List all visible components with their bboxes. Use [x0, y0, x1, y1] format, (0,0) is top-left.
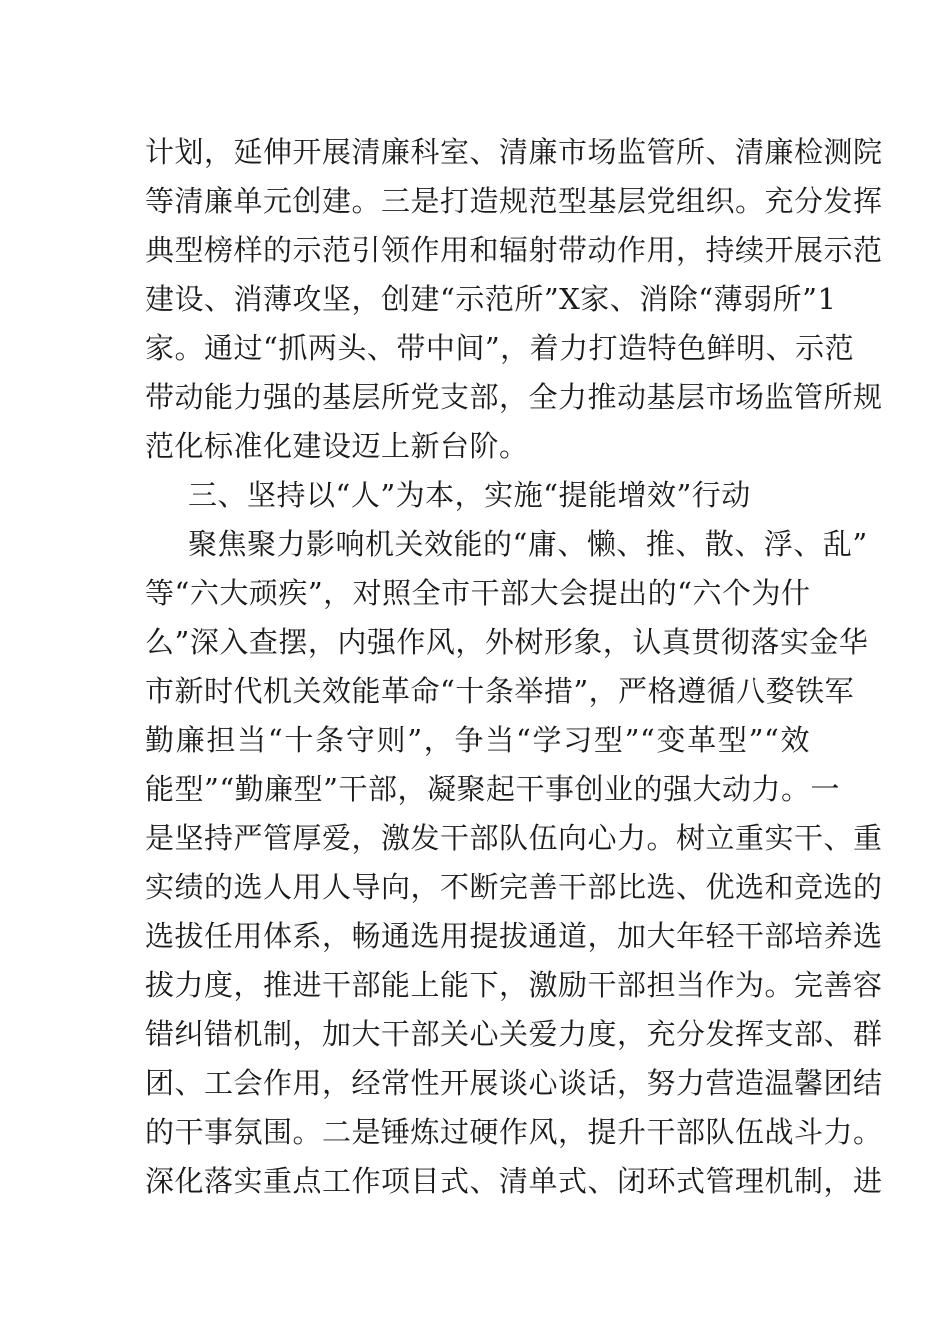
paragraph-line: 建设、消薄攻坚，创建“示范所”X家、消除“薄弱所”1 — [145, 282, 837, 316]
paragraph-line: 等“六大顽疾”，对照全市干部大会提出的“六个为什 — [145, 576, 811, 610]
paragraph-line: 实绩的选人用人导向，不断完善干部比选、优选和竞选的 — [145, 870, 883, 904]
paragraph-line: 等清廉单元创建。三是打造规范型基层党组织。充分发挥 — [145, 184, 883, 218]
paragraph-line: 带动能力强的基层所党支部，全力推动基层市场监管所规 — [145, 380, 883, 414]
paragraph-line: 拔力度，推进干部能上能下，激励干部担当作为。完善容 — [145, 968, 883, 1002]
paragraph-line: 的干事氛围。二是锤炼过硬作风，提升干部队伍战斗力。 — [145, 1115, 883, 1149]
paragraph-line: 典型榜样的示范引领作用和辐射带动作用，持续开展示范 — [145, 233, 883, 267]
paragraph-line: 错纠错机制，加大干部关心关爱力度，充分发挥支部、群 — [145, 1017, 883, 1051]
paragraph-line: 范化标准化建设迈上新台阶。 — [145, 429, 529, 463]
paragraph-line: 深化落实重点工作项目式、清单式、闭环式管理机制，进 — [145, 1164, 883, 1198]
paragraph-line: 是坚持严管厚爱，激发干部队伍向心力。树立重实干、重 — [145, 821, 883, 855]
paragraph-line: 么”深入查摆，内强作风，外树形象，认真贯彻落实金华 — [145, 625, 869, 659]
paragraph-line: 团、工会作用，经常性开展谈心谈话，努力营造温馨团结 — [145, 1066, 883, 1100]
paragraph-line: 市新时代机关效能革命“十条举措”，严格遵循八婺铁军 — [145, 674, 855, 708]
paragraph-line: 家。通过“抓两头、带中间”，着力打造特色鲜明、示范 — [145, 331, 855, 365]
paragraph-line: 聚焦聚力影响机关效能的“庸、懒、推、散、浮、乱” — [188, 527, 868, 561]
paragraph-line: 选拔任用体系，畅通选用提拔通道，加大年轻干部培养选 — [145, 919, 883, 953]
paragraph-line: 计划，延伸开展清廉科室、清廉市场监管所、清廉检测院 — [145, 135, 883, 169]
section-heading: 三、坚持以“人”为本，实施“提能增效”行动 — [188, 478, 751, 512]
paragraph-line: 勤廉担当“十条守则”，争当“学习型”“变革型”“效 — [145, 723, 810, 757]
paragraph-line: 能型”“勤廉型”干部，凝聚起干事创业的强大动力。一 — [145, 772, 840, 806]
